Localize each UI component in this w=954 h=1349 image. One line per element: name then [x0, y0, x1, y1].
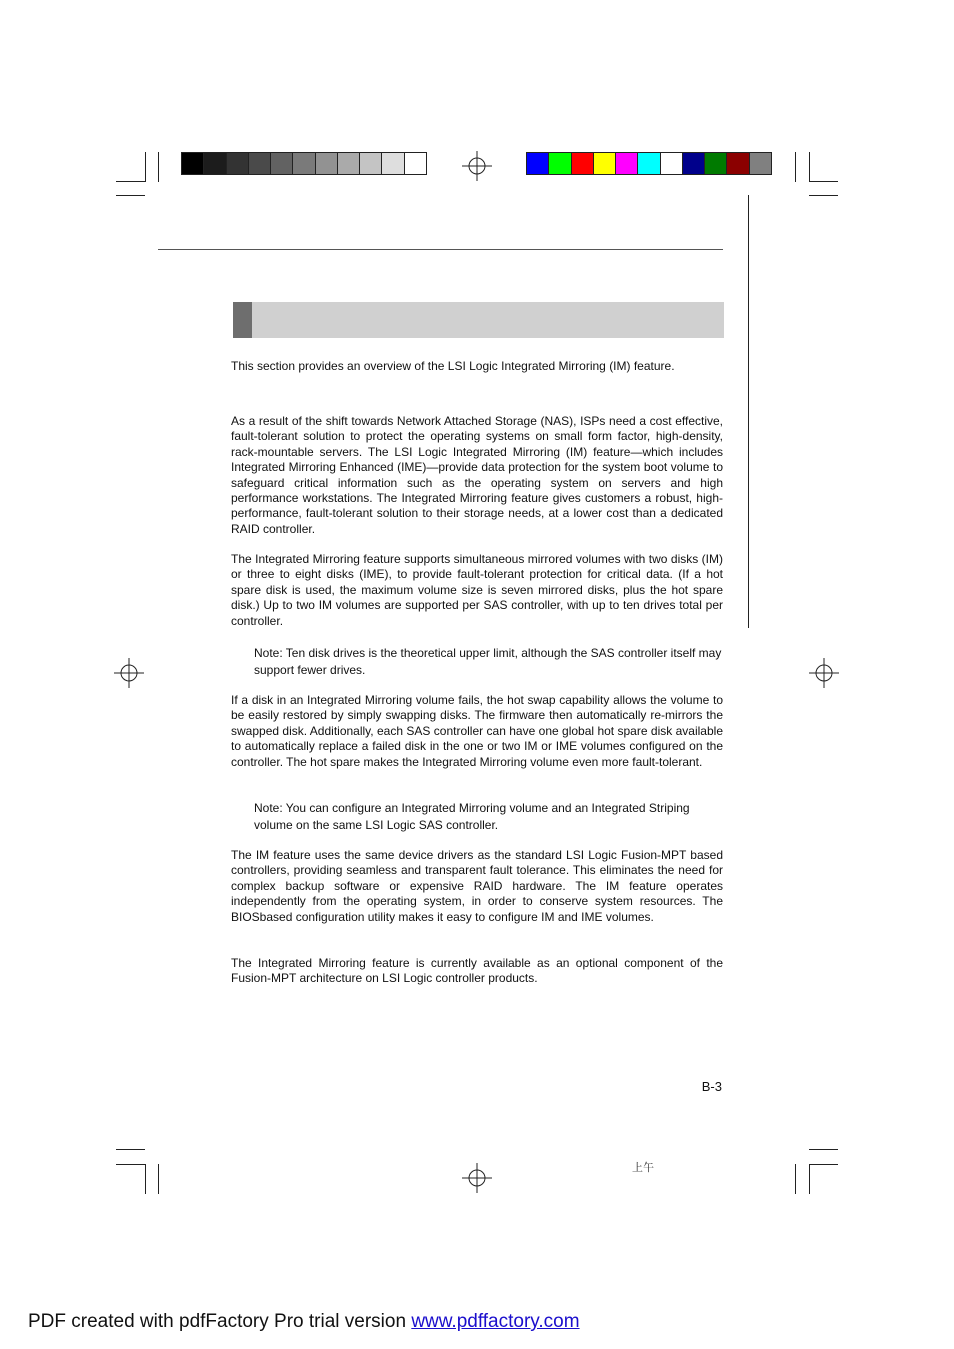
crop-mark [809, 1164, 838, 1165]
color-swatch [750, 153, 771, 174]
body-paragraph: The Integrated Mirroring feature supports simultaneous mirrored volumes with two disks (IM) or three to eight disks (IME), to provide fault-tolerant protection for critical data. (If a hot spare disk is used, the maximum volume size is seven mirrored disks, plus the hot spare disk.) Up to two IM volumes are supported per SAS controller, with up to ten drives total per controller. [231, 552, 723, 628]
color-swatch [572, 153, 594, 174]
footer-text: PDF created with pdfFactory Pro trial version [28, 1311, 412, 1332]
crop-mark [809, 1149, 838, 1150]
registration-mark-icon [809, 658, 839, 688]
color-swatch [549, 153, 571, 174]
registration-mark-icon [462, 1163, 492, 1193]
header-rule [158, 249, 723, 250]
crop-mark [145, 1164, 146, 1194]
color-swatch [182, 153, 204, 174]
note-paragraph: Note: Ten disk drives is the theoretical upper limit, although the SAS controller itself may support fewer drives. [254, 646, 722, 677]
grayscale-calibration-bar [181, 152, 427, 175]
page-edge-rule [748, 195, 749, 628]
color-swatch [227, 153, 249, 174]
color-swatch [616, 153, 638, 174]
color-calibration-bar [526, 152, 772, 175]
page-number: B-3 [701, 1079, 722, 1094]
crop-mark [809, 195, 838, 196]
color-swatch [338, 153, 360, 174]
body-paragraph: As a result of the shift towards Network Attached Storage (NAS), ISPs need a cost effective, fault-tolerant solution to protect the operating systems on small form factor, high-density, rack-mountable servers. The LSI Logic Integrated Mirroring (IM) feature—which includes Integrated Mirroring Enhanced (IME)—provide data protection for the system boot volume to safeguard critical information such as the operating system on servers and high performance workstations. The Integrated Mirroring feature gives customers a robust, high-performance, fault-tolerant solution to their storage needs, at a lower cost than a dedicated RAID controller. [231, 414, 723, 536]
color-swatch [360, 153, 382, 174]
color-swatch [705, 153, 727, 174]
footer-link[interactable]: www.pdffactory.com [411, 1311, 580, 1332]
note-paragraph: Note: You can configure an Integrated Mirroring volume and an Integrated Striping volume on the same LSI Logic SAS controller. [254, 801, 690, 832]
crop-mark [158, 1164, 159, 1194]
color-swatch [594, 153, 616, 174]
crop-mark [116, 1149, 145, 1150]
body-paragraph: The Integrated Mirroring feature is currently available as an optional component of the Fusion-MPT architecture on LSI Logic controller products. [231, 956, 723, 986]
color-swatch [271, 153, 293, 174]
color-swatch [727, 153, 749, 174]
color-swatch [316, 153, 338, 174]
intro-paragraph: This section provides an overview of the LSI Logic Integrated Mirroring (IM) feature. [231, 359, 675, 373]
color-swatch [405, 153, 426, 174]
crop-mark [145, 152, 146, 182]
color-swatch [661, 153, 683, 174]
crop-mark [116, 181, 145, 182]
crop-mark [809, 181, 838, 182]
color-swatch [249, 153, 271, 174]
body-paragraph: The IM feature uses the same device drivers as the standard LSI Logic Fusion-MPT based controllers, providing seamless and transparent fault tolerance. This eliminates the need for complex backup software or expensive RAID hardware. The IM feature operates independently from the operating system, in order to conserve system resources. The BIOSbased configuration utility makes it easy to configure IM and IME volumes. [231, 848, 723, 924]
crop-mark [158, 152, 159, 182]
color-swatch [683, 153, 705, 174]
crop-mark [795, 152, 796, 182]
pdf-footer [28, 1311, 580, 1333]
crop-mark [809, 152, 810, 182]
color-swatch [293, 153, 315, 174]
color-swatch [638, 153, 660, 174]
registration-mark-icon [462, 151, 492, 181]
slug-text: 上午 [632, 1161, 654, 1174]
crop-mark [116, 195, 145, 196]
color-swatch [527, 153, 549, 174]
crop-mark [809, 1164, 810, 1194]
crop-mark [116, 1164, 145, 1165]
body-paragraph: If a disk in an Integrated Mirroring volume fails, the hot swap capability allows the volume to be easily restored by simply swapping disks. The firmware then automatically re-mirrors the swapped disk. Additionally, each SAS controller can have one global hot spare disk available to automatically replace a failed disk in the one or two IM or IME volumes configured on the controller. The hot spare makes the Integrated Mirroring volume even more fault-tolerant. [231, 693, 723, 769]
crop-mark [795, 1164, 796, 1194]
color-swatch [382, 153, 404, 174]
section-heading-bar [233, 302, 724, 338]
registration-mark-icon [114, 658, 144, 688]
color-swatch [204, 153, 226, 174]
section-heading-tab [233, 302, 252, 338]
